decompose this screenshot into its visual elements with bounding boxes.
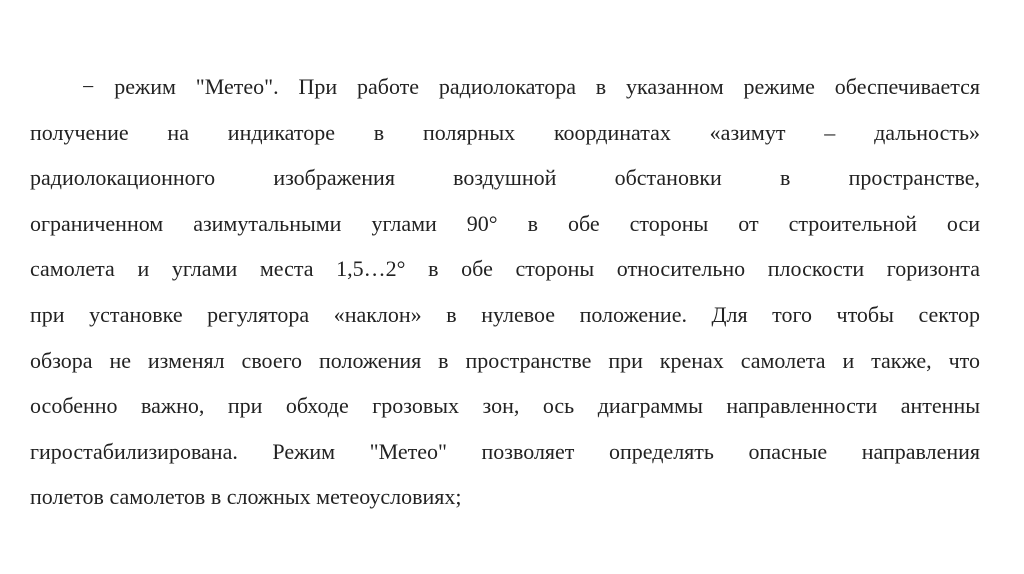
text-line-6: при установке регулятора «наклон» в нулевое положение. Для того чтобы сектор bbox=[30, 301, 980, 327]
text-line-8: особенно важно, при обходе грозовых зон, ось диаграммы направленности антенны bbox=[30, 393, 980, 419]
text-line-5: самолета и углами места 1,5…2° в обе стороны относительно плоскости горизонта bbox=[30, 256, 980, 282]
paragraph-meteo-mode bbox=[30, 64, 980, 520]
text-line-3: радиолокационного изображения воздушной обстановки в пространстве, bbox=[30, 165, 980, 191]
text-line-9: гиростабилизирована. Режим "Метео" позволяет определять опасные направления bbox=[30, 438, 980, 464]
text-line-10: полетов самолетов в сложных метеоусловиях; bbox=[30, 484, 462, 510]
text-line-7: обзора не изменял своего положения в пространстве при кренах самолета и также, что bbox=[30, 347, 980, 373]
text-line-4: ограниченном азимутальными углами 90° в обе стороны от строительной оси bbox=[30, 210, 980, 236]
text-line-1: − режим "Метео". При работе радиолокатора в указанном режиме обеспечивается bbox=[82, 74, 980, 99]
text-line-2: получение на индикаторе в полярных координатах «азимут – дальность» bbox=[30, 119, 980, 145]
